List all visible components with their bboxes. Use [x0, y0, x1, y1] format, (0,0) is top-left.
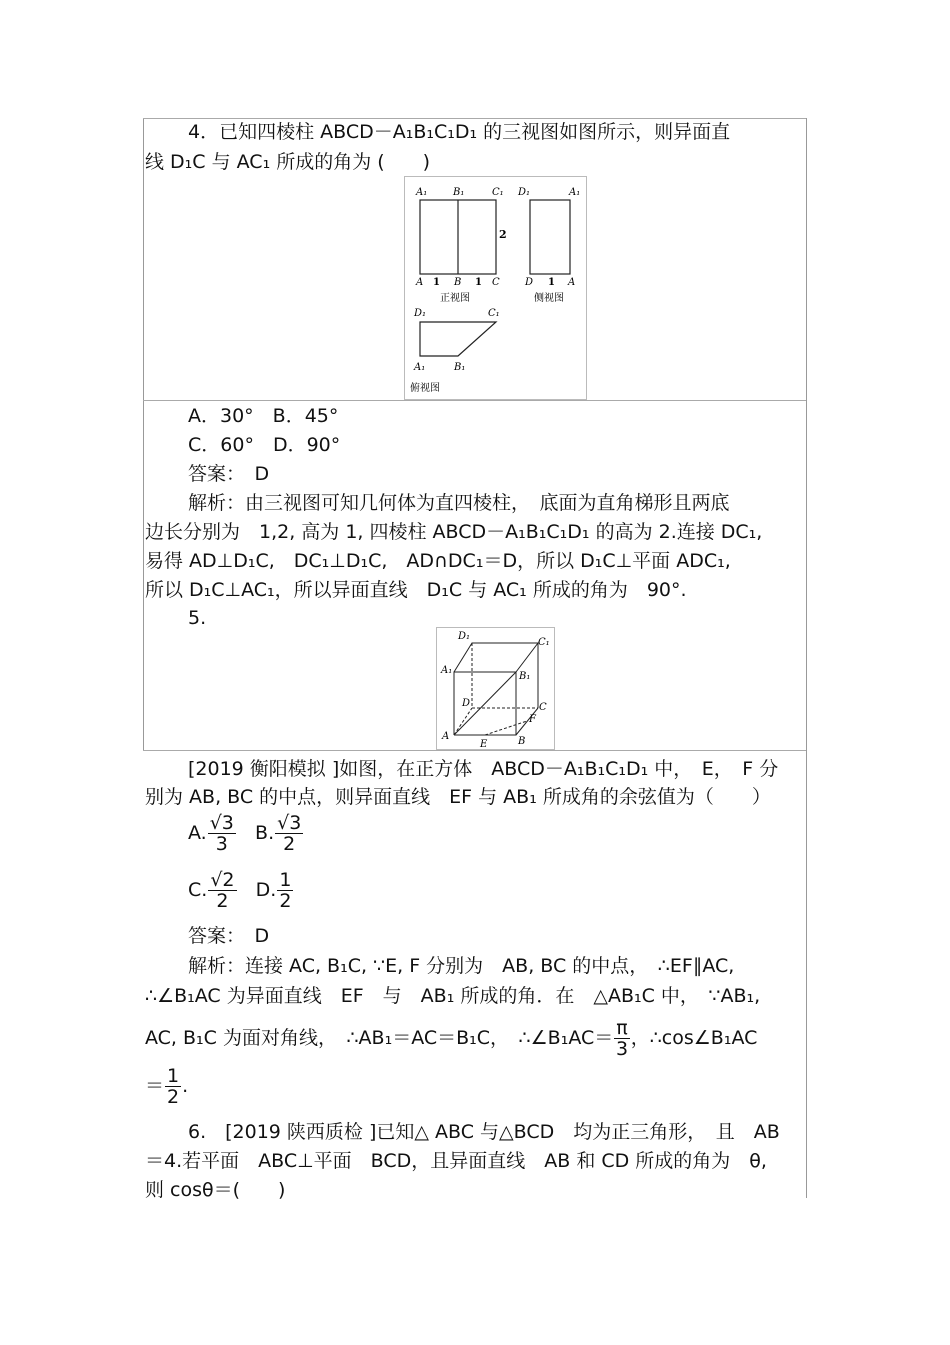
front-height-2: 2 [499, 228, 507, 241]
cube-label-a1: A₁ [441, 665, 453, 676]
option-d-label: D. [255, 879, 277, 901]
q5-options-cd [188, 870, 294, 911]
q4-stem-line1: 4．已知四棱柱 ABCD－A₁B₁C₁D₁ 的三视图如图所示，则异面直 [188, 121, 731, 143]
q5-explanation-line1: 解析：连接 AC, B₁C, ∵E, F 分别为 AB, BC 的中点， ∴EF∥AC, [188, 955, 735, 977]
side-label-a1: A₁ [569, 187, 581, 198]
q6-stem-line2: ＝4.若平面 ABC⊥平面 BCD，且异面直线 AB 和 CD 所成的角为 θ, [145, 1150, 767, 1172]
side-view-caption: 侧视图 [534, 293, 564, 304]
cube-label-d: D [462, 698, 471, 709]
front-label-c1: C₁ [492, 187, 504, 198]
right-rule [806, 118, 807, 1198]
cube-label-d1: D₁ [458, 631, 471, 642]
result-fraction: $\frac{1}{2}$ [167, 1065, 180, 1108]
q4-options-cd: C．60° D．90° [188, 434, 341, 456]
top-label-d1: D₁ [414, 308, 427, 319]
side-label-a: A [568, 277, 576, 288]
front-dim-1b: 1 [475, 277, 482, 288]
front-label-a: A [416, 277, 424, 288]
cube-label-a: A [442, 731, 450, 742]
front-label-b: B [454, 277, 462, 288]
front-label-a1: A₁ [416, 187, 428, 198]
cube-label-c1: C₁ [538, 637, 550, 648]
front-label-c: C [492, 277, 500, 288]
q5-number: 5. [188, 607, 207, 629]
q5-options-ab [188, 813, 304, 854]
q4-explanation-line2: 边长分别为 1,2, 高为 1, 四棱柱 ABCD－A₁B₁C₁D₁ 的高为 2.连接 DC₁, [145, 521, 763, 543]
option-c-fraction: $\frac{√2}{2}$ [210, 869, 235, 912]
cube-label-f: F [529, 714, 536, 725]
angle-fraction: $\frac{\pi}{3}$ [615, 1017, 629, 1060]
front-view-caption: 正视图 [440, 293, 470, 304]
q4-answer: 答案： D [188, 463, 270, 485]
option-a-label: A. [188, 822, 207, 844]
front-label-b1: B₁ [453, 187, 465, 198]
q6-stem-line1: 6. [2019 陕西质检 ]已知△ ABC 与△BCD 均为正三角形， 且 AB [188, 1121, 780, 1143]
cube-figure [436, 627, 555, 750]
q5-explanation-line3: AC, B₁C 为面对角线， ∴AB₁＝AC＝B₁C， ∴∠B₁AC＝ $\frac{\pi}{3}$ ，∴cos∠B₁AC [145, 1017, 758, 1060]
cube-label-b: B [518, 736, 526, 747]
q4-stem-line2: 线 D₁C 与 AC₁ 所成的角为 ( ) [145, 151, 431, 173]
option-d-fraction: $\frac{1}{2}$ [279, 869, 292, 912]
left-rule [143, 118, 144, 750]
top-view-caption: 俯视图 [410, 383, 440, 394]
q5-stem-line1: [2019 衡阳模拟 ]如图，在正方体 ABCD－A₁B₁C₁D₁ 中， E， F 分 [188, 758, 779, 780]
cube-label-e: E [480, 739, 488, 750]
side-label-d1: D₁ [518, 187, 531, 198]
q5-stem-line2: 别为 AB, BC 的中点，则异面直线 EF 与 AB₁ 所成角的余弦值为（ ） [145, 786, 771, 808]
side-dim-1: 1 [548, 277, 555, 288]
option-b-label: B. [255, 822, 275, 844]
q4-explanation-line3: 易得 AD⊥D₁C, DC₁⊥D₁C, AD∩DC₁＝D，所以 D₁C⊥平面 ADC₁, [145, 550, 731, 572]
three-view-figure [404, 176, 587, 400]
top-view-trapezoid [420, 322, 496, 356]
option-a-fraction: $\frac{√3}{3}$ [209, 812, 234, 855]
option-c-label: C. [188, 879, 208, 901]
top-label-c1: C₁ [488, 308, 500, 319]
front-dim-1a: 1 [433, 277, 440, 288]
q4-explanation-line4: 所以 D₁C⊥AC₁，所以异面直线 D₁C 与 AC₁ 所成的角为 90°. [145, 579, 687, 601]
cube-label-c: C [539, 702, 547, 713]
option-b-fraction: $\frac{√3}{2}$ [277, 812, 302, 855]
fig4-bottom-rule [143, 400, 806, 401]
side-label-d: D [525, 277, 534, 288]
q5-answer: 答案： D [188, 925, 270, 947]
q5-explanation-line2: ∴∠B₁AC 为异面直线 EF 与 AB₁ 所成的角．在 △AB₁C 中， ∵AB₁, [145, 985, 761, 1007]
top-label-a1: A₁ [414, 362, 426, 373]
cube-label-b1: B₁ [519, 671, 531, 682]
side-view-rect [530, 200, 570, 274]
q5-explanation-line4: ＝ $\frac{1}{2}$ . [145, 1065, 189, 1108]
top-label-b1: B₁ [454, 362, 466, 373]
q4-options-ab: A．30° B．45° [188, 405, 339, 427]
q4-explanation-line1: 解析：由三视图可知几何体为直四棱柱， 底面为直角梯形且两底 [188, 492, 730, 514]
fig5-bottom-rule [143, 750, 806, 751]
q6-stem-line3: 则 cosθ＝( ) [145, 1179, 286, 1201]
